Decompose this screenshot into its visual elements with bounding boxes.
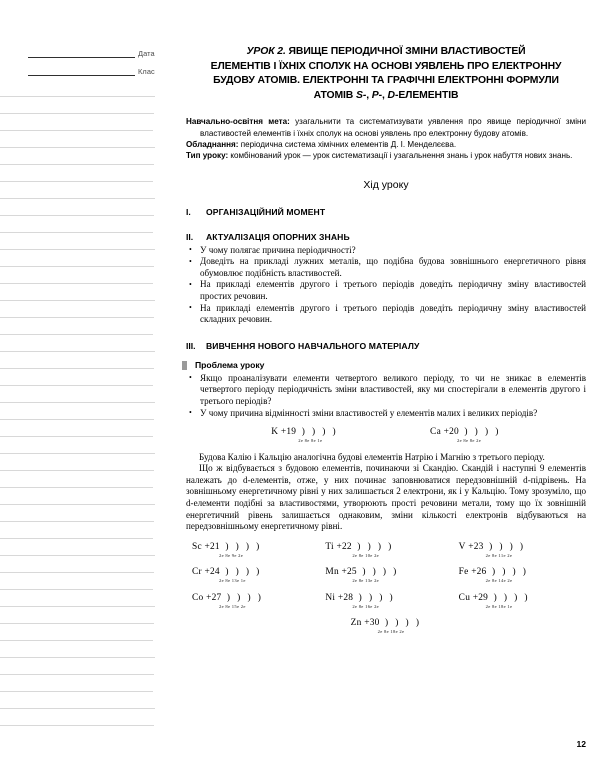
element-symbol: Ca (430, 427, 442, 438)
shell-cell-Sc (186, 542, 319, 559)
lesson-title-sep-1: , (366, 89, 372, 101)
shell-diagram-Ni (325, 593, 395, 610)
meta-equipment (186, 139, 586, 150)
shell-arcs: ) ) ) ) (358, 592, 395, 603)
shell-cell-Mn (319, 567, 452, 584)
shell-electron-counts: 2е 8е 10е 2е (352, 552, 380, 558)
meta-lesson-type (186, 150, 586, 161)
list-item: • У чому причина відмінності зміни властивостей у елементів малих і великих періодів? (186, 408, 586, 420)
section-numeral-1: I. (186, 206, 191, 217)
shell-cell-Fe (453, 567, 586, 584)
ruled-note-line[interactable] (0, 453, 155, 454)
ruled-note-line[interactable] (0, 487, 153, 488)
class-field-label: Клас (138, 67, 155, 76)
element-symbol: Fe (458, 567, 469, 578)
ruled-note-line[interactable] (0, 708, 155, 709)
ruled-note-line[interactable] (0, 402, 155, 403)
shell-header-Zn (351, 618, 422, 629)
shell-diagram-Ca (430, 427, 501, 444)
section-heading-organizational (186, 207, 586, 217)
meta-lesson-type-label: Тип уроку: (186, 151, 229, 161)
lesson-title-p-symbol: P- (371, 89, 382, 101)
ruled-note-line[interactable] (0, 521, 154, 522)
shell-diagram-row-top (186, 427, 586, 444)
ruled-note-line[interactable] (0, 385, 153, 386)
shell-electron-counts: 2е 8е 14е 2е (485, 578, 513, 584)
problem-subheading (186, 360, 586, 370)
ruled-note-line[interactable] (0, 198, 155, 199)
problem-question-list (186, 373, 586, 419)
shell-grid-row-1 (186, 542, 586, 559)
shell-grid-row-2 (186, 567, 586, 584)
lesson-flow-heading: Хід уроку (363, 178, 409, 191)
page-title (186, 0, 586, 103)
lesson-content-column (186, 0, 586, 771)
list-item: • На прикладі елементів другого і третього періодів доведіть періодичну зміну властивостей складних речовин. (186, 303, 586, 326)
list-item: • Доведіть на прикладі лужних металів, що подібна будова зовнішнього енергетичного рівня обумовлює подібність властивостей. (186, 256, 586, 279)
element-symbol: K (271, 427, 279, 438)
shell-cell-Ti (319, 542, 452, 559)
nuclear-charge: +26 (471, 567, 487, 578)
ruled-note-line[interactable] (0, 232, 153, 233)
shell-electron-counts: 2е 8е 13е 2е (352, 578, 380, 584)
paragraph-k-ca-similarity: Будова Калію і Кальцію аналогічна будові елементів Натрію і Магнію з третього періоду. (199, 451, 545, 462)
ruled-note-line[interactable] (0, 674, 154, 675)
shell-cell-Ni (319, 593, 452, 610)
ruled-note-line[interactable] (0, 606, 155, 607)
meta-lesson-type-text: комбінований урок — урок систематизації і узагальнення знань і урок набуття нових знань. (228, 151, 573, 161)
shell-header-Ca (430, 427, 501, 438)
lesson-title-line-4-prefix: АТОМІВ (313, 89, 356, 101)
nuclear-charge: +19 (280, 427, 297, 438)
shell-arcs: ) ) ) ) (362, 567, 399, 578)
shell-arcs: ) ) ) ) (492, 567, 529, 578)
ruled-note-line[interactable] (0, 317, 154, 318)
section-heading-new-material (186, 341, 586, 351)
shell-electron-counts: 2е 8е 8е 1е (298, 438, 323, 444)
shell-cell-Cr (186, 567, 319, 584)
ruled-note-line[interactable] (0, 113, 154, 114)
shell-arcs: ) ) ) ) (464, 427, 501, 438)
lesson-title-line-4-suffix: -ЕЛЕМЕНТІВ (394, 89, 459, 101)
lesson-title-d-symbol: D (387, 89, 395, 101)
ruled-note-line[interactable] (0, 572, 154, 573)
square-marker-icon (182, 361, 187, 370)
shell-arcs: ) ) ) ) (225, 567, 262, 578)
nuclear-charge: +22 (336, 541, 352, 552)
shell-arcs: ) ) ) ) (489, 541, 526, 552)
shell-electron-counts: 2е 8е 15е 2е (219, 603, 246, 609)
meta-equipment-label: Обладнання: (186, 139, 239, 149)
meta-goal (186, 116, 586, 139)
shell-header-Cu (459, 593, 530, 604)
shell-diagram-Ti (325, 542, 393, 559)
lesson-metadata (186, 116, 586, 161)
element-symbol: Ti (325, 541, 334, 552)
element-symbol: Cr (192, 567, 202, 578)
shell-electron-counts: 2е 8е 9е 2е (219, 552, 244, 558)
nuclear-charge: +30 (364, 618, 380, 629)
list-item: • На прикладі елементів другого і третього періодів доведіть періодичну зміну властивостей простих речовин. (186, 279, 586, 302)
actualization-question-list (186, 245, 586, 326)
element-symbol: Sc (192, 541, 202, 552)
ruled-note-line[interactable] (0, 504, 155, 505)
section-heading-actualization (186, 232, 586, 242)
shell-header-Mn (325, 567, 398, 578)
element-symbol: Cu (458, 592, 471, 603)
ruled-note-line[interactable] (0, 589, 153, 590)
problem-subheading-label: Проблема уроку (195, 359, 265, 370)
list-item: • У чому полягає причина періодичності? (186, 245, 586, 257)
section-title-3: ВИВЧЕННЯ НОВОГО НАВЧАЛЬНОГО МАТЕРІАЛУ (206, 340, 420, 351)
ruled-note-line[interactable] (0, 334, 153, 335)
shell-electron-counts: 2е 8е 16е 2е (352, 603, 380, 609)
ruled-note-line[interactable] (0, 300, 155, 301)
ruled-note-line[interactable] (0, 351, 155, 352)
ruled-note-line[interactable] (0, 538, 153, 539)
nuclear-charge: +20 (443, 427, 459, 438)
ruled-note-line[interactable] (0, 419, 154, 420)
shell-cell-Cu (453, 593, 586, 610)
section-numeral-3: III. (186, 340, 196, 351)
element-symbol: Ni (325, 592, 336, 603)
meta-goal-label: Навчально-освітня мета: (186, 117, 290, 127)
nuclear-charge: +24 (204, 567, 220, 578)
shell-electron-counts: 2е 8е 11е 2е (485, 552, 513, 558)
shell-cell-Zn (186, 618, 586, 635)
date-field-label: Дата (138, 49, 155, 58)
shell-header-Sc (192, 542, 262, 553)
shell-arcs: ) ) ) ) (357, 541, 394, 552)
ruled-note-line[interactable] (0, 215, 154, 216)
ruled-note-line[interactable] (0, 436, 153, 437)
ruled-note-line[interactable] (0, 470, 154, 471)
nuclear-charge: +23 (468, 541, 484, 552)
lesson-title-line-2: ЕЛЕМЕНТІВ І ЇХНІХ СПОЛУК НА ОСНОВІ УЯВЛЕНЬ ПРО ЕЛЕКТРОННУ (210, 60, 562, 72)
ruled-note-line[interactable] (0, 249, 155, 250)
shell-grid-row-4 (186, 618, 586, 635)
shell-diagram-Fe (459, 567, 529, 584)
lesson-number: УРОК 2. (246, 46, 286, 57)
nuclear-charge: +28 (337, 592, 354, 603)
ruled-note-line[interactable] (0, 640, 153, 641)
class-field-row[interactable] (0, 62, 174, 76)
nuclear-charge: +27 (206, 592, 222, 603)
shell-header-K (271, 427, 338, 438)
ruled-note-line[interactable] (0, 657, 155, 658)
shell-arcs: ) ) ) ) (301, 427, 339, 438)
date-field-row[interactable] (0, 44, 174, 58)
shell-electron-counts: 2е 8е 8е 2е (457, 438, 482, 444)
shell-grid-row-3 (186, 593, 586, 610)
ruled-note-line[interactable] (0, 555, 155, 556)
shell-header-Fe (459, 567, 529, 578)
ruled-note-line[interactable] (0, 623, 154, 624)
page-number: 12 (576, 739, 586, 749)
element-symbol: Zn (350, 618, 362, 629)
shell-diagram-Mn (325, 567, 398, 584)
class-write-line[interactable] (28, 64, 135, 76)
meta-goal-text: узагальнити та систематизувати уявлення про явище періодичної зміни властивостей елементів і їхніх сполук на основі уявлень про електронну будову атомів. (200, 117, 586, 138)
shell-electron-counts: 2е 8е 13е 1е (219, 578, 246, 584)
ruled-note-line[interactable] (0, 691, 153, 692)
shell-header-Co (192, 593, 263, 604)
section-numeral-2: II. (186, 231, 194, 242)
shell-header-Ni (325, 593, 395, 604)
ruled-note-line[interactable] (0, 96, 155, 97)
shell-header-Ti (325, 542, 393, 553)
shell-diagram-V (459, 542, 526, 559)
shell-diagram-Co (192, 593, 263, 610)
section-title-1: ОРГАНІЗАЦІЙНИЙ МОМЕНТ (206, 206, 326, 217)
ruled-note-line[interactable] (0, 368, 154, 369)
lesson-title-line-3: БУДОВУ АТОМІВ. ЕЛЕКТРОННІ ТА ГРАФІЧНІ ЕЛЕКТРОННІ ФОРМУЛИ (213, 75, 559, 87)
ruled-note-line[interactable] (0, 164, 154, 165)
shell-header-V (459, 542, 526, 553)
lesson-title-s-symbol: S- (355, 89, 367, 101)
shell-diagram-Cr (192, 567, 262, 584)
notes-column (0, 0, 174, 771)
shell-arcs: ) ) ) ) (385, 618, 422, 629)
shell-diagram-Zn (351, 618, 422, 635)
element-symbol: V (458, 541, 466, 552)
ruled-note-line[interactable] (0, 130, 153, 131)
shell-arcs: ) ) ) ) (226, 592, 264, 603)
section-title-2: АКТУАЛІЗАЦІЯ ОПОРНИХ ЗНАНЬ (206, 231, 350, 242)
element-symbol: Co (192, 592, 204, 603)
shell-cell-V (453, 542, 586, 559)
shell-arcs: ) ) ) ) (493, 592, 530, 603)
ruled-note-line[interactable] (0, 266, 154, 267)
lesson-title-sep-2: , (381, 89, 388, 101)
ruled-note-line[interactable] (0, 147, 155, 148)
shell-electron-counts: 2е 8е 18е 2е (377, 629, 405, 635)
shell-diagram-grid (186, 542, 586, 635)
shell-diagram-Cu (459, 593, 530, 610)
ruled-note-line[interactable] (0, 181, 153, 182)
shell-diagram-K (271, 427, 338, 444)
shell-electron-counts: 2е 8е 18е 1е (485, 603, 513, 609)
shell-cell-Co (186, 593, 319, 610)
ruled-note-line[interactable] (0, 283, 153, 284)
lesson-title-line-1: ЯВИЩЕ ПЕРІОДИЧНОЇ ЗМІНИ ВЛАСТИВОСТЕЙ (288, 46, 526, 57)
ruled-note-line[interactable] (0, 725, 154, 726)
nuclear-charge: +29 (472, 592, 489, 603)
paragraph-d-elements: Що ж відбувається з будовою елементів, починаючи зі Скандію. Скандій і наступні 9 елементів належать до d-елементів, отже, у них починає заповнюватися передзовнішній d-підрівень. На зовнішньому енергетичному рівні у них залишається 2 електрони, як і у Кальцію. Тому зрозуміло, що d-елементи подібні за властивостями, утворюють прості речовини метали, тому що їх зовнішній енергетичний рівень залишається однаковим, зміни кількості електронів відбуваються на передзовнішньому енергетичному рівні. (186, 463, 586, 532)
meta-equipment-text: періодична система хімічних елементів Д. І. Менделєєва. (238, 139, 457, 149)
element-symbol: Mn (325, 567, 339, 578)
shell-header-Cr (192, 567, 262, 578)
nuclear-charge: +21 (204, 541, 220, 552)
nuclear-charge: +25 (341, 567, 357, 578)
list-item: • Якщо проаналізувати елементи четвертого великого періоду, то чи не зникає в елементів четвертого періоду періодичність зміни властивостей, яку ми спостерігали в елементів другого і третього періодів? (186, 373, 586, 408)
shell-diagram-Sc (192, 542, 262, 559)
date-write-line[interactable] (28, 46, 135, 58)
shell-arcs: ) ) ) ) (225, 541, 262, 552)
